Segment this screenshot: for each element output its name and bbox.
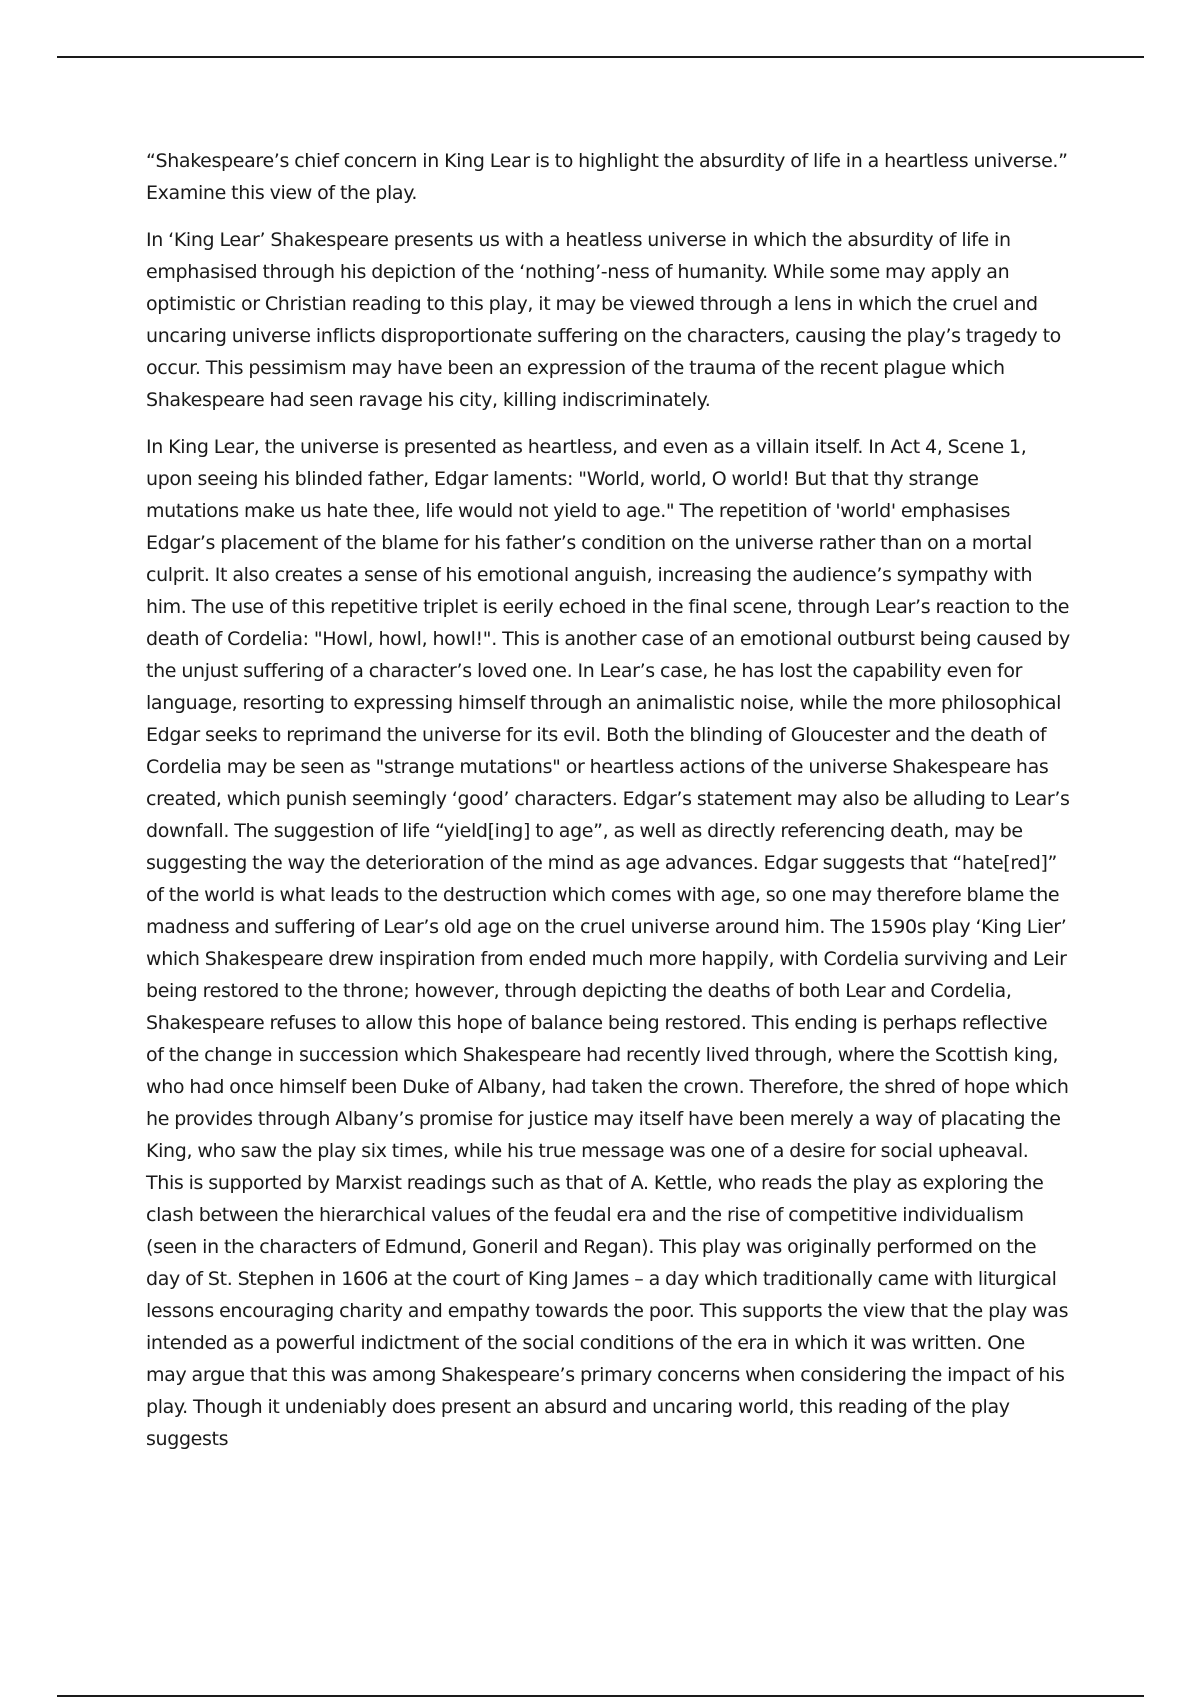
bottom-rule [57, 1695, 1144, 1697]
top-rule [57, 56, 1144, 58]
essay-paragraph-main: In King Lear, the universe is presented as heartless, and even as a villain itself. In Act 4, Scene 1, upon seeing his blinded father, Edgar laments: "World, world, O world! But that thy strange mutations make us hate thee, life would not yield to age." The repetition of 'world' emphasises Edgar’s placement of the blame for his father’s condition on the universe rather than on a mortal culprit. It also creates a sense of his emotional anguish, increasing the audience’s sympathy with him. The use of this repetitive triplet is eerily echoed in the final scene, through Lear’s reaction to the death of Cordelia: "Howl, howl, howl!". This is another case of an emotional outburst being caused by the unjust suffering of a character’s loved one. In Lear’s case, he has lost the capability even for language, resorting to expressing himself through an animalistic noise, while the more philosophical Edgar seeks to reprimand the universe for its evil. Both the blinding of Gloucester and the death of Cordelia may be seen as "strange mutations" or heartless actions of the universe Shakespeare has created, which punish seemingly ‘good’ characters. Edgar’s statement may also be alluding to Lear’s downfall. The suggestion of life “yield[ing] to age”, as well as directly referencing death, may be suggesting the way the deterioration of the mind as age advances. Edgar suggests that “hate[red]” of the world is what leads to the destruction which comes with age, so one may therefore blame the madness and suffering of Lear’s old age on the cruel universe around him. The 1590s play ‘King Lier’ which Shakespeare drew inspiration from ended much more happily, with Cordelia surviving and Leir being restored to the throne; however, through depicting the deaths of both Lear and Cordelia, Shakespeare refuses to allow this hope of balance being restored. This ending is perhaps reflective of the change in succession which Shakespeare had recently lived through, where the Scottish king, who had once himself been Duke of Albany, had taken the crown. Therefore, the shred of hope which he provides through Albany’s promise for justice may itself have been merely a way of placating the King, who saw the play six times, while his true message was one of a desire for social upheaval. This is supported by Marxist readings such as that of A. Kettle, who reads the play as exploring the clash between the hierarchical values of the feudal era and the rise of competitive individualism (seen in the characters of Edmund, Goneril and Regan). This play was originally performed on the day of St. Stephen in 1606 at the court of King James – a day which traditionally came with liturgical lessons encouraging charity and empathy towards the poor. This supports the view that the play was intended as a powerful indictment of the social conditions of the era in which it was written. One may argue that this was among Shakespeare’s primary concerns when considering the impact of his play. Though it undeniably does present an absurd and uncaring world, this reading of the play suggests [146, 436, 1070, 1450]
essay-question: “Shakespeare’s chief concern in King Lear is to highlight the absurdity of life in a heartless universe.” Examine this view of the play. [146, 150, 1068, 204]
essay-paragraph-intro: In ‘King Lear’ Shakespeare presents us with a heatless universe in which the absurdity of life in emphasised through his depiction of the ‘nothing’-ness of humanity. While some may apply an optimistic or Christian reading to this play, it may be viewed through a lens in which the cruel and uncaring universe inflicts disproportionate suffering on the characters, causing the play’s tragedy to occur. This pessimism may have been an expression of the trauma of the recent plague which Shakespeare had seen ravage his city, killing indiscriminately. [146, 229, 1061, 411]
essay-body [146, 145, 1070, 1470]
